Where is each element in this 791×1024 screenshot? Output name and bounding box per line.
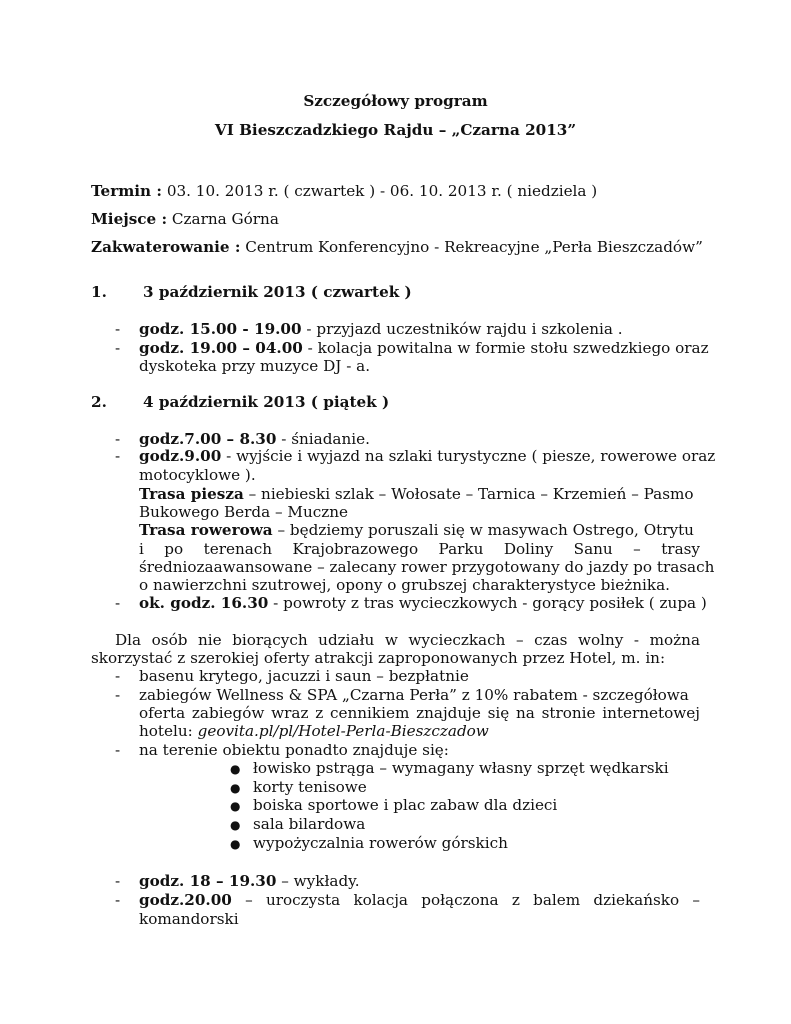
facility-item: wypożyczalnia rowerów górskich [253,834,508,852]
dash-bullet: - [115,667,121,685]
evening-time: godz. 18 – 19.30 [139,872,277,890]
free-time-paragraph-line2: skorzystać z szerokiej oferty atrakcji zaproponowanych przez Hotel, m. in: [91,649,666,667]
evening-text: – wykłady. [276,872,360,890]
trasa-piesza-continuation: Bukowego Berda – Muczne [139,503,349,521]
day2-item-trails [139,447,715,466]
bullet-dot-icon: ● [230,837,241,851]
trasa-rowerowa-text: – będziemy poruszali się w masywach Ostrego, Otrytu [272,521,694,539]
trasa-piesza [139,485,694,504]
day1-item-text: - przyjazd uczestników rajdu i szkolenia . [301,320,623,338]
hotel-website-link[interactable]: geovita.pl/pl/Hotel-Perla-Bieszczadow [197,722,489,740]
trasa-piesza-text: – niebieski szlak – Wołosate – Tarnica – Krzemień – Pasmo [243,485,694,503]
dash-bullet: - [115,320,121,338]
facility-item: boiska sportowe i plac zabaw dla dzieci [253,796,558,814]
facility-item: korty tenisowe [253,778,367,796]
evening-lectures [139,872,360,891]
trasa-rowerowa [139,521,694,540]
day2-item-text: - powroty z tras wycieczkowych - gorący posiłek ( zupa ) [268,594,707,612]
day1-item-time: godz. 15.00 - 19.00 [139,320,302,338]
miejsce-label: Miejsce : [91,210,168,228]
day2-item-text: - wyjście i wyjazd na szlaki turystyczne ( piesze, rowerowe oraz [221,447,716,465]
dash-bullet: - [115,741,121,759]
facility-item: sala bilardowa [253,815,366,833]
document-title: Szczegółowy program [303,92,488,110]
day2-item-time: godz.9.00 [139,447,222,465]
zakwaterowanie-line [91,238,703,257]
day2-number: 2. [91,393,107,411]
dash-bullet: - [115,872,121,890]
bullet-dot-icon: ● [230,781,241,795]
trasa-rowerowa-label: Trasa rowerowa [139,521,273,539]
dash-bullet: - [115,447,121,465]
day1-item-text: - kolacja powitalna w formie stołu szwedzkiego oraz [302,339,709,357]
bullet-dot-icon: ● [230,818,241,832]
bullet-dot-icon: ● [230,799,241,813]
day1-item [139,320,623,339]
evening-dinner [139,891,700,910]
evening-text: – uroczysta kolacja połączona z balem dziekańsko – [231,891,700,909]
day1-item-time: godz. 19.00 – 04.00 [139,339,303,357]
day1-item-continuation: dyskoteka przy muzyce DJ - a. [139,357,371,375]
trasa-rowerowa-line4: o nawierzchni szutrowej, opony o grubszej charakterystyce bieżnika. [139,576,670,594]
dash-bullet: - [115,339,121,357]
termin-label: Termin : [91,182,162,200]
dash-bullet: - [115,594,121,612]
day2-item-time: godz.7.00 – 8.30 [139,430,277,448]
attraction-spa-prefix: hotelu: [139,722,198,740]
day2-heading: 4 październik 2013 ( piątek ) [143,393,390,411]
bullet-dot-icon: ● [230,762,241,776]
zakwaterowanie-label: Zakwaterowanie : [91,238,241,256]
attraction-spa-line1: zabiegów Wellness & SPA „Czarna Perła” z 10% rabatem - szczegółowa [139,686,689,704]
trasa-piesza-label: Trasa piesza [139,485,244,503]
termin-line [91,182,597,201]
attraction-spa-line3 [139,722,489,741]
free-time-paragraph-line1: Dla osób nie biorących udziału w wycieczkach – czas wolny - można [115,631,700,649]
dash-bullet: - [115,686,121,704]
trasa-rowerowa-line3: średniozaawansowane – zalecany rower przygotowany do jazdy po trasach [139,558,715,576]
evening-time: godz.20.00 [139,891,232,909]
dash-bullet: - [115,430,121,448]
day2-item-text: - śniadanie. [276,430,370,448]
miejsce-value: Czarna Górna [171,210,279,228]
attraction-pool: basenu krytego, jacuzzi i saun – bezpłatnie [139,667,469,685]
attraction-spa-line2: oferta zabiegów wraz z cennikiem znajduje się na stronie internetowej [139,704,700,722]
day1-number: 1. [91,283,107,301]
zakwaterowanie-value: Centrum Konferencyjno - Rekreacyjne „Perła Bieszczadów” [245,238,703,256]
day1-item [139,339,709,358]
facility-item: łowisko pstrąga – wymagany własny sprzęt wędkarski [253,759,669,777]
attraction-facilities-intro: na terenie obiektu ponadto znajduje się: [139,741,449,759]
document-subtitle: VI Bieszczadzkiego Rajdu – „Czarna 2013” [214,121,577,139]
dash-bullet: - [115,891,121,909]
evening-dinner-continuation: komandorski [139,910,239,928]
trasa-rowerowa-line2: i po terenach Krajobrazowego Parku Doliny Sanu – trasy [139,540,700,558]
day1-heading: 3 październik 2013 ( czwartek ) [143,283,412,301]
day2-item-returns [139,594,707,613]
termin-value: 03. 10. 2013 r. ( czwartek ) - 06. 10. 2013 r. ( niedziela ) [166,182,598,200]
day2-item-time: ok. godz. 16.30 [139,594,269,612]
day2-item-trails-continuation: motocyklowe ). [139,466,256,484]
miejsce-line [91,210,279,229]
